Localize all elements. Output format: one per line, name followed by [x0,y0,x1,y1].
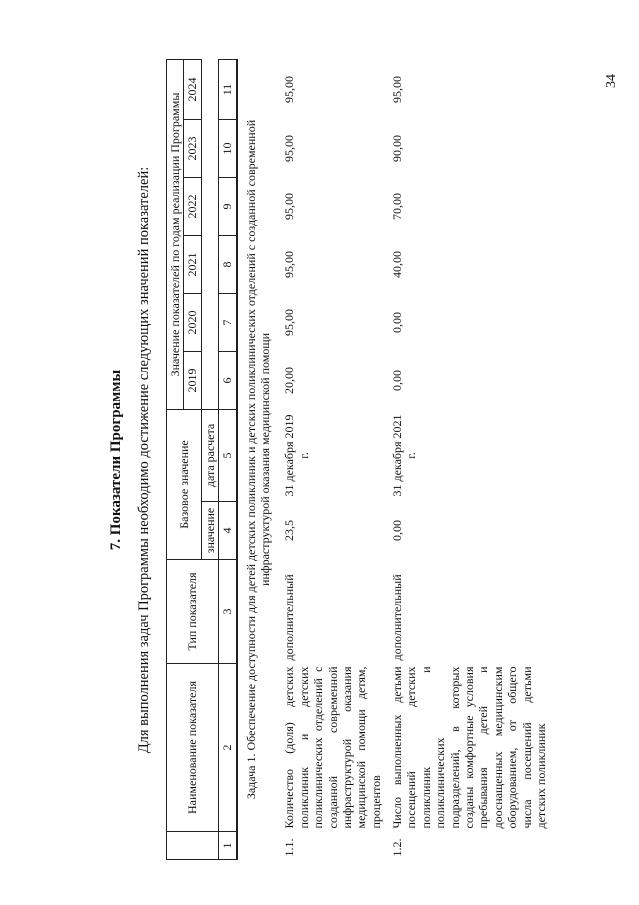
intro-text: Для выполнения задач Программы необходимо достижение следующих значений показателей: [136,166,152,754]
page-number: 34 [604,74,619,88]
year-value: 70,00 [390,192,405,220]
task-title: Задача 1. Обеспечение доступности для детей детских поликлиник и детских поликлинических отделений с созданной современной инфраструктурой оказания медицинской помощи [243,119,272,800]
indicator-name: Количество (доля) детских поликлиник и детских поликлинических отделений с созданной современной инфраструктурой оказания медицинской помощи детям, процентов [282,666,383,829]
column-number: 9 [219,177,237,235]
year-value: 40,00 [390,250,405,278]
year-value: 95,00 [282,192,297,220]
year-value: 0,00 [390,311,405,333]
column-number: 7 [219,293,237,351]
column-number: 5 [219,409,237,501]
row-number: 1.2. [390,838,405,857]
header-base-value-col: значение [201,502,218,560]
column-number: 10 [219,119,237,177]
column-number: 2 [219,664,237,832]
column-number: 4 [219,502,237,560]
base-value: 23,5 [282,520,297,541]
base-date: 31 декабря 2019 г. [282,414,311,497]
header-year: 2019 [184,351,201,409]
header-year: 2021 [184,235,201,293]
header-indicator-name: Наименование показателя [167,664,219,832]
column-number: 3 [219,560,237,664]
indicator-name: Число выполненных детьми посещений детских поликлиник и поликлинических подразделений, в которых созданы комфортные условия пребывания детей и дооснащенных медицинским оборудованием, от общего числа посещений детьми детских поликлиник [390,666,548,829]
year-value: 95,00 [390,75,405,103]
indicators-table [166,59,549,860]
year-value: 95,00 [282,250,297,278]
column-number: 1 [219,832,237,860]
base-date: 31 декабря 2021 г. [390,414,419,497]
year-value: 90,00 [390,134,405,162]
year-value: 20,00 [282,366,297,394]
year-value: 95,00 [282,308,297,336]
table-row [384,59,549,859]
header-base-value: Базовое значение [167,409,202,559]
header-year: 2020 [184,293,201,351]
header-year: 2024 [184,59,201,119]
header-empty-num [167,832,219,860]
base-value: 0,00 [390,520,405,541]
column-number: 8 [219,235,237,293]
header-year: 2022 [184,177,201,235]
year-value: 95,00 [282,75,297,103]
task-row [237,59,277,859]
row-number: 1.1. [282,838,297,857]
year-value: 95,00 [282,134,297,162]
table-row [276,59,384,859]
header-indicator-type: Тип показателя [167,560,219,664]
column-number: 11 [219,59,237,119]
header-year: 2023 [184,119,201,177]
indicator-type: дополнительный [390,574,405,661]
indicator-type: дополнительный [282,574,297,661]
header-values-by-years: Значение показателей по годам реализации Программы [167,59,184,409]
section-title: 7. Показатели Программы [108,369,124,551]
header-base-date-col: дата расчета [201,409,218,501]
year-value: 0,00 [390,369,405,391]
column-number: 6 [219,351,237,409]
document-page [96,60,596,860]
